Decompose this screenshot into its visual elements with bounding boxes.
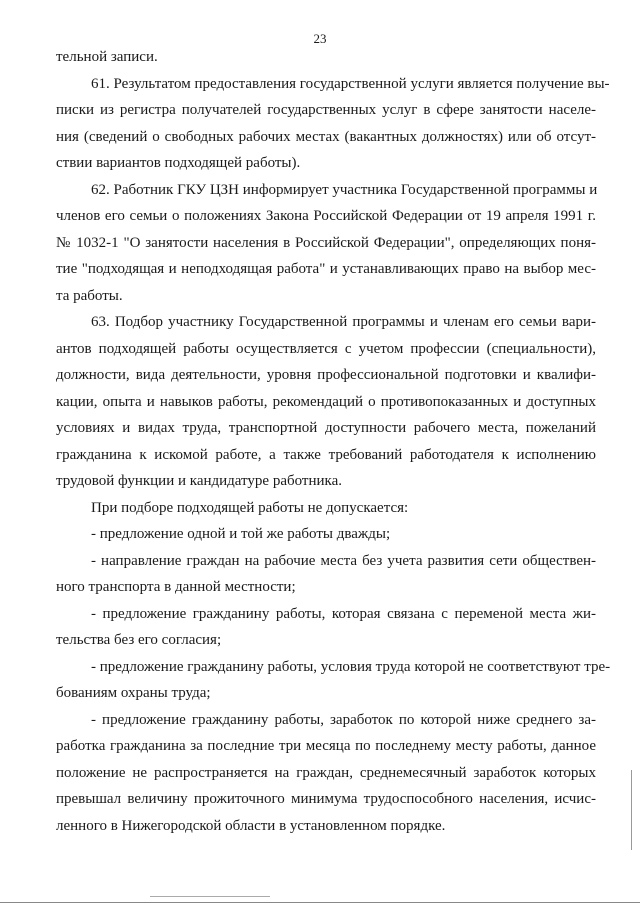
- text-line: гражданина к искомой работе, а также требований работодателя к исполнению: [56, 446, 596, 463]
- text-line: 61. Результатом предоставления государственной услуги является получение вы-: [91, 75, 610, 92]
- text-line: - предложение одной и той же работы дважды;: [91, 526, 391, 542]
- text-line: трудовой функции и кандидатуре работника.: [56, 473, 342, 489]
- text-line: тельства без его согласия;: [56, 632, 222, 648]
- text-line: - предложение гражданину работы, условия труда которой не соответствуют тре-: [91, 658, 611, 675]
- text-line: тие "подходящая и неподходящая работа" и устанавливающих право на выбор мес-: [56, 261, 596, 277]
- text-line: ного транспорта в данной местности;: [56, 579, 296, 595]
- text-line: ленного в Нижегородской области в установленном порядке.: [56, 817, 446, 834]
- text-line: бованиям охраны труда;: [56, 685, 211, 701]
- text-line: - направление граждан на рабочие места без учета развития сети обществен-: [91, 552, 596, 569]
- scan-edge-bottom: [0, 902, 640, 903]
- text-line: - предложение гражданину работы, заработок по которой ниже среднего за-: [91, 711, 596, 728]
- page-number: 23: [313, 31, 327, 46]
- text-line: условиях и видах труда, транспортной доступности рабочего места, пожеланий: [56, 420, 596, 436]
- text-line: должности, вида деятельности, уровня профессиональной подготовки и квалифи-: [56, 367, 596, 383]
- text-line: превышал величину прожиточного минимума трудоспособного населения, исчис-: [56, 791, 596, 807]
- document-body: [56, 44, 611, 839]
- text-line: ния (сведений о свободных рабочих местах (вакантных должностях) или об отсут-: [56, 128, 596, 145]
- text-line: членов его семьи о положениях Закона Российской Федерации от 19 апреля 1991 г.: [56, 208, 596, 224]
- scan-edge-right: [631, 770, 632, 850]
- text-line: писки из регистра получателей государственных услуг в сфере занятости населе-: [56, 102, 596, 118]
- text-line: антов подходящей работы осуществляется с учетом профессии (специальности),: [56, 340, 596, 357]
- text-line: тельной записи.: [56, 49, 158, 65]
- text-line: кации, опыта и навыков работы, рекомендаций о противопоказанных и доступных: [56, 393, 596, 410]
- text-line: работка гражданина за последние три месяца по последнему месту работы, данное: [56, 738, 596, 754]
- text-line: та работы.: [56, 287, 123, 304]
- text-line: № 1032-1 "О занятости населения в Российской Федерации", определяющих поня-: [56, 234, 596, 251]
- text-line: При подборе подходящей работы не допускается:: [91, 499, 409, 516]
- text-line: ствии вариантов подходящей работы).: [56, 155, 301, 171]
- text-line: 62. Работник ГКУ ЦЗН информирует участника Государственной программы и: [91, 181, 598, 198]
- text-line: положение не распространяется на граждан, среднемесячный заработок которых: [56, 764, 596, 781]
- scan-edge-bottom-fragment: [150, 896, 270, 897]
- text-line: 63. Подбор участнику Государственной программы и членам его семьи вари-: [91, 314, 596, 330]
- text-line: - предложение гражданину работы, которая связана с переменой места жи-: [91, 605, 596, 622]
